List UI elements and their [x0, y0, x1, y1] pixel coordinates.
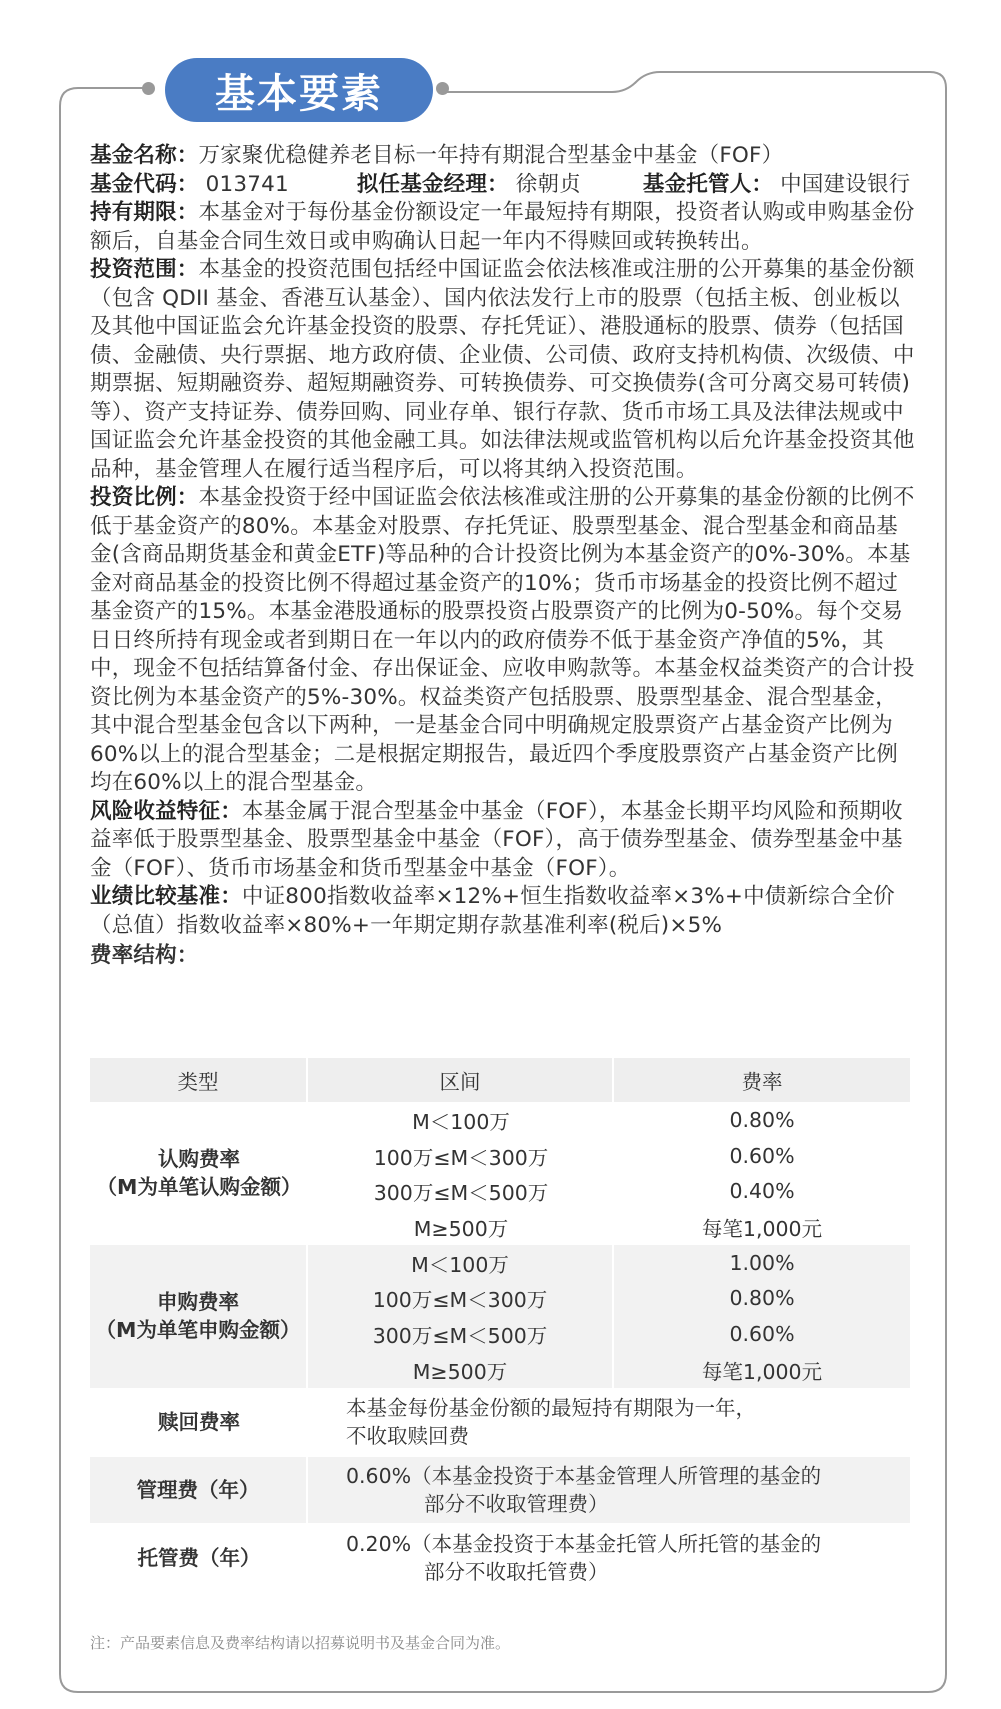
holding-period — [90, 199, 916, 256]
header-range: 区间 — [308, 1058, 614, 1102]
manager-label: 拟任基金经理： — [356, 171, 509, 197]
fee-table-header — [90, 1058, 910, 1102]
fund-code-label: 基金代码： — [90, 171, 199, 197]
rate-cell: 0.80% — [729, 1107, 795, 1132]
custodian-label: 基金托管人： — [642, 171, 774, 197]
manager-value: 徐朝贞 — [515, 171, 581, 197]
range-cell: 100万≤M＜300万 — [308, 1280, 614, 1316]
purchase-label: 申购费率 — [157, 1290, 239, 1315]
purchase-row — [90, 1245, 910, 1281]
scope-label: 投资范围： — [90, 257, 199, 282]
decor-dot-left — [142, 82, 155, 95]
header-type: 类型 — [90, 1058, 308, 1102]
ratio-text: 本基金投资于经中国证监会依法核准或注册的公开募集的基金份额的比例不低于基金资产的80%。本基金对股票、存托凭证、股票型基金、混合型基金和商品基金(含商品期货基金和黄金ETF)等品种的合计投资比例为本基金资产的0%-30%。本基金对商品基金的投资比例不得超过基金资产的10%；货币市场基金的投资比例不超过基金资产的15%。本基金港股通标的股票投资占股票资产的比例为0-50%。每个交易日日终所持有现金或者到期日在一年以内的政府债券不低于基金资产净值的5%，其中，现金不包括结算备付金、存出保证金、应收申购款等。本基金权益类资产的合计投资比例为本基金资产的5%-30%。权益类资产包括股票、股票型基金、混合型基金，其中混合型基金包含以下两种，一是基金合同中明确规定股票资产占基金资产比例为60%以上的混合型基金；二是根据定期报告，最近四个季度股票资产占基金资产比例均在60%以上的混合型基金。 — [90, 485, 915, 795]
range-cell: 300万≤M＜500万 — [373, 1181, 549, 1206]
custody-fee-desc — [308, 1523, 910, 1593]
risk-return — [90, 798, 916, 884]
custody-fee-row — [90, 1523, 910, 1593]
range-cell: M≥500万 — [413, 1216, 509, 1241]
fund-name-row — [90, 142, 916, 171]
subscription-label-cell — [90, 1102, 308, 1245]
range-cell: M＜100万 — [308, 1245, 614, 1281]
risk-text: 本基金属于混合型基金中基金（FOF），本基金长期平均风险和预期收益率低于股票型基金、股票型基金中基金（FOF），高于债券型基金、债券型基金中基金（FOF）、货币市场基金和货币型基金中基金（FOF）。 — [90, 798, 903, 881]
fund-meta-row — [90, 171, 916, 200]
investment-ratio — [90, 484, 916, 798]
redemption-label: 赎回费率 — [158, 1410, 240, 1434]
fund-name-value: 万家聚优稳健养老目标一年持有期混合型基金中基金（FOF） — [198, 143, 784, 168]
rate-cell: 1.00% — [614, 1245, 910, 1281]
rate-cell: 每笔1,000元 — [701, 1216, 823, 1241]
fee-table — [90, 1058, 910, 1593]
rate-cell: 0.60% — [729, 1143, 795, 1168]
benchmark-label: 业绩比较基准： — [90, 884, 242, 909]
management-fee-row — [90, 1457, 910, 1523]
holding-label: 持有期限： — [90, 200, 199, 225]
range-cell: 100万≤M＜300万 — [373, 1145, 549, 1170]
ratio-label: 投资比例： — [90, 485, 199, 510]
management-fee-line2: 部分不收取管理费） — [424, 1491, 609, 1516]
fund-name-label: 基金名称： — [90, 143, 199, 168]
custody-fee-line1: 0.20%（本基金投资于本基金托管人所托管的基金的 — [346, 1531, 822, 1556]
fee-structure-title: 费率结构： — [90, 943, 199, 968]
subscription-row — [90, 1102, 910, 1138]
redemption-line1: 本基金每份基金份额的最短持有期限为一年， — [346, 1396, 756, 1420]
section-title: 基本要素 — [165, 58, 433, 122]
rate-cell: 0.40% — [729, 1179, 795, 1204]
decor-dot-right — [436, 82, 449, 95]
redemption-desc — [308, 1388, 910, 1457]
rate-cell: 0.60% — [614, 1316, 910, 1352]
scope-text: 本基金的投资范围包括经中国证监会依法核准或注册的公开募集的基金份额（包含 QDII 基金、香港互认基金）、国内依法发行上市的股票（包括主板、创业板以及其他中国证监会允许基金投资的股票、存托凭证）、港股通标的股票、债券（包括国债、金融债、央行票据、地方政府债、企业债、公司债、政府支持机构债、次级债、中期票据、短期融资券、超短期融资券、可转换债券、可交换债券(含可分离交易可转债)等）、资产支持证券、债券回购、同业存单、银行存款、货币市场工具及法律法规或中国证监会允许基金投资的其他金融工具。如法律法规或监管机构以后允许基金投资其他品种，基金管理人在履行适当程序后，可以将其纳入投资范围。 — [90, 257, 915, 482]
management-fee-line1: 0.60%（本基金投资于本基金管理人所管理的基金的 — [346, 1463, 822, 1488]
holding-text: 本基金对于每份基金份额设定一年最短持有期限，投资者认购或申购基金份额后，自基金合同生效日或申购确认日起一年内不得赎回或转换转出。 — [90, 200, 915, 254]
management-fee-desc — [308, 1457, 910, 1523]
custody-fee-line2: 部分不收取托管费） — [424, 1559, 609, 1584]
custody-fee-label: 托管费（年） — [137, 1545, 261, 1570]
custodian-value: 中国建设银行 — [780, 171, 911, 197]
subscription-label: 认购费率 — [158, 1147, 240, 1172]
range-cell: 300万≤M＜500万 — [308, 1316, 614, 1352]
subscription-sub: （M为单笔认购金额） — [96, 1175, 302, 1200]
benchmark-text: 中证800指数收益率×12%+恒生指数收益率×3%+中债新综合全价（总值）指数收益率×80%+一年期定期存款基准利率(税后)×5% — [90, 884, 895, 938]
fund-info — [90, 142, 916, 971]
purchase-label-cell — [90, 1245, 308, 1388]
purchase-sub: （M为单笔申购金额） — [95, 1318, 301, 1343]
range-cell: M≥500万 — [308, 1352, 614, 1388]
rate-cell: 0.80% — [614, 1280, 910, 1316]
range-cell: M＜100万 — [412, 1109, 510, 1134]
benchmark — [90, 883, 916, 940]
risk-label: 风险收益特征： — [90, 798, 242, 824]
investment-scope — [90, 256, 916, 484]
rate-cell: 每笔1,000元 — [614, 1352, 910, 1388]
redemption-line2: 不收取赎回费 — [346, 1424, 469, 1448]
redemption-row — [90, 1388, 910, 1457]
management-fee-label: 管理费（年） — [90, 1457, 308, 1523]
fund-code-value: 013741 — [205, 171, 289, 197]
header-rate: 费率 — [614, 1058, 910, 1102]
footnote: 注：产品要素信息及费率结构请以招募说明书及基金合同为准。 — [90, 1634, 511, 1652]
